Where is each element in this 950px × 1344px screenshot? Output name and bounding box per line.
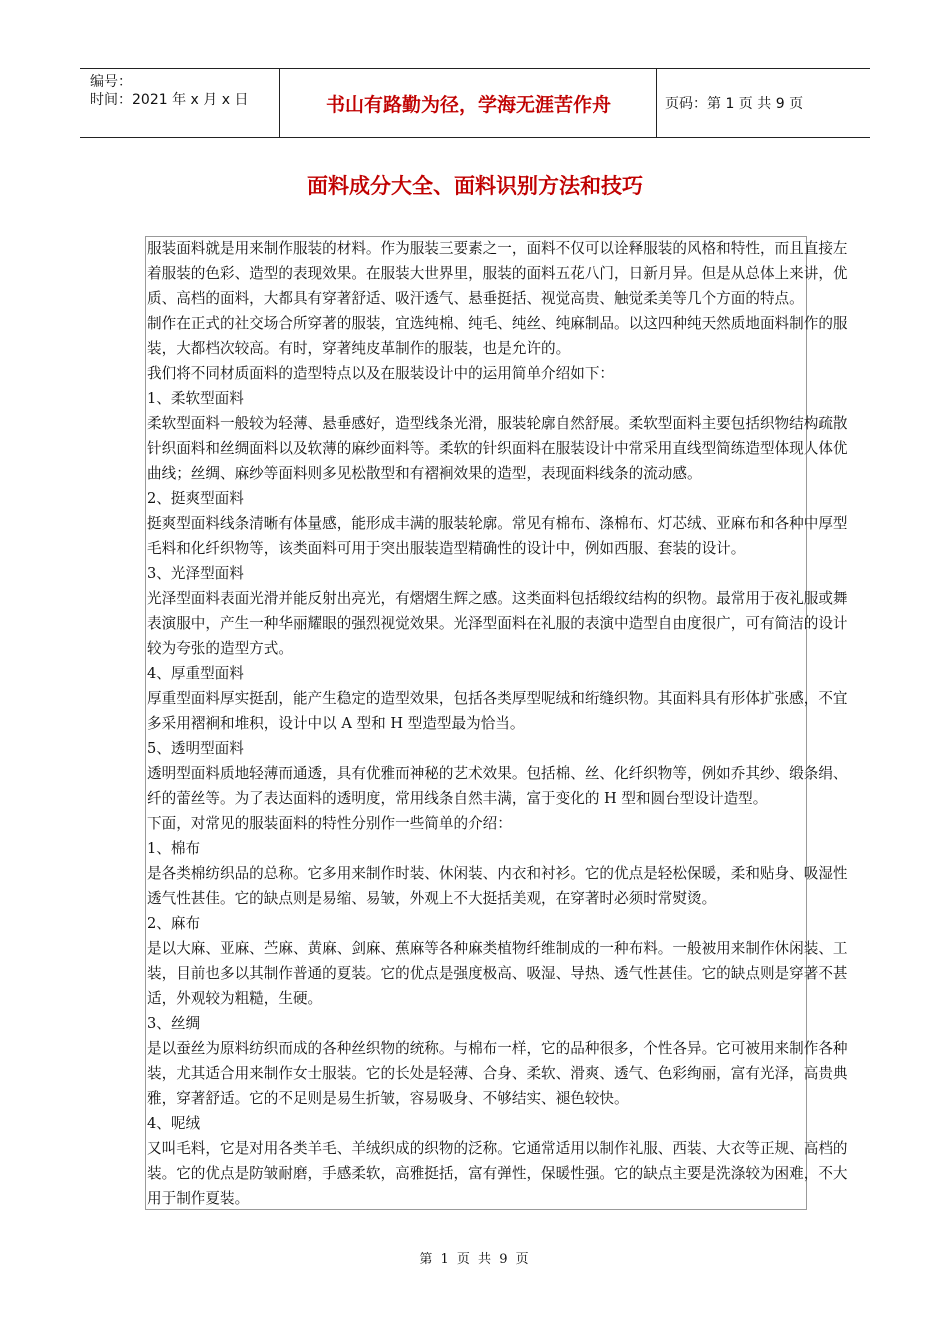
body-line: 装，目前也多以其制作普通的夏装。它的优点是强度极高、吸湿、导热、透气性甚佳。它的缺点则是穿著不甚 <box>147 965 848 982</box>
body-line: 针织面料和丝绸面料以及软薄的麻纱面料等。柔软的针织面料在服装设计中常采用直线型简练造型体现人体优 <box>147 440 848 457</box>
body-line: 用于制作夏装。 <box>147 1190 250 1207</box>
body-line: 装。它的优点是防皱耐磨，手感柔软，高雅挺括，富有弹性，保暖性强。它的缺点主要是洗涤较为困难，不大 <box>147 1165 848 1182</box>
body-line: 装，尤其适合用来制作女士服装。它的长处是轻薄、合身、柔软、滑爽、透气、色彩绚丽，富有光泽，高贵典 <box>147 1065 848 1082</box>
body-line: 1、棉布 <box>147 840 201 857</box>
document-title: 面料成分大全、面料识别方法和技巧 <box>307 174 643 198</box>
body-line: 装，大都档次较高。有时，穿著纯皮革制作的服装，也是允许的。 <box>147 340 571 357</box>
body-line: 1、柔软型面料 <box>147 390 244 407</box>
header-meta <box>80 69 280 137</box>
body-line: 3、丝绸 <box>147 1015 201 1032</box>
page-footer: 第 1 页 共 9 页 <box>419 1252 531 1267</box>
body-line: 质、高档的面料，大都具有穿著舒适、吸汗透气、悬垂挺括、视觉高贵、触觉柔美等几个方面的特点。 <box>147 290 804 307</box>
body-line: 是各类棉纺织品的总称。它多用来制作时装、休闲装、内衣和衬衫。它的优点是轻松保暖，柔和贴身、吸湿性 <box>147 865 848 882</box>
body-line: 2、麻布 <box>147 915 201 932</box>
body-line: 纤的蕾丝等。为了表达面料的透明度，常用线条自然丰满，富于变化的 H 型和圆台型设计造型。 <box>147 790 768 807</box>
body-line: 柔软型面料一般较为轻薄、悬垂感好，造型线条光滑，服装轮廓自然舒展。柔软型面料主要包括织物结构疏散 <box>147 415 848 432</box>
header-motto: 书山有路勤为径，学海无涯苦作舟 <box>281 69 657 137</box>
body-line: 挺爽型面料线条清晰有体量感，能形成丰满的服装轮廓。常见有棉布、涤棉布、灯芯绒、亚麻布和各种中厚型 <box>147 515 848 532</box>
document-body <box>147 236 950 1211</box>
document-header <box>80 68 870 138</box>
time-label: 时间：2021 年 x 月 x 日 <box>90 92 249 108</box>
body-line: 适，外观较为粗糙，生硬。 <box>147 990 323 1007</box>
body-line: 4、呢绒 <box>147 1115 201 1132</box>
body-line: 透气性甚佳。它的缺点则是易缩、易皱，外观上不大挺括美观，在穿著时必须时常熨烫。 <box>147 890 717 907</box>
body-line: 较为夸张的造型方式。 <box>147 640 293 657</box>
body-line: 是以大麻、亚麻、苎麻、黄麻、剑麻、蕉麻等各种麻类植物纤维制成的一种布料。一般被用来制作休闲装、工 <box>147 940 848 957</box>
body-line: 又叫毛料，它是对用各类羊毛、羊绒织成的织物的泛称。它通常适用以制作礼服、西装、大衣等正规、高档的 <box>147 1140 848 1157</box>
body-line: 4、厚重型面料 <box>147 665 244 682</box>
body-line: 3、光泽型面料 <box>147 565 244 582</box>
body-line: 制作在正式的社交场合所穿著的服装，宜选纯棉、纯毛、纯丝、纯麻制品。以这四种纯天然质地面料制作的服 <box>147 315 848 332</box>
body-line: 是以蚕丝为原料纺织而成的各种丝织物的统称。与棉布一样，它的品种很多，个性各异。它可被用来制作各种 <box>147 1040 848 1057</box>
body-line: 2、挺爽型面料 <box>147 490 244 507</box>
body-line: 我们将不同材质面料的造型特点以及在服装设计中的运用简单介绍如下： <box>147 365 615 382</box>
body-line: 5、透明型面料 <box>147 740 244 757</box>
body-line: 厚重型面料厚实挺刮，能产生稳定的造型效果，包括各类厚型呢绒和绗缝织物。其面料具有形体扩张感，不宜 <box>147 690 848 707</box>
body-line: 毛料和化纤织物等，该类面料可用于突出服装造型精确性的设计中，例如西服、套装的设计。 <box>147 540 746 557</box>
body-line: 着服装的色彩、造型的表现效果。在服装大世界里，服装的面料五花八门，日新月异。但是从总体上来讲，优 <box>147 265 848 282</box>
body-line: 表演服中，产生一种华丽耀眼的强烈视觉效果。光泽型面料在礼服的表演中造型自由度很广，可有简洁的设计 <box>147 615 848 632</box>
number-label: 编号： <box>90 74 132 90</box>
body-line: 雅，穿著舒适。它的不足则是易生折皱，容易吸身、不够结实、褪色较快。 <box>147 1090 629 1107</box>
body-line: 多采用褶裥和堆积，设计中以 A 型和 H 型造型最为恰当。 <box>147 715 525 732</box>
body-line: 曲线；丝绸、麻纱等面料则多见松散型和有褶裥效果的造型，表现面料线条的流动感。 <box>147 465 702 482</box>
body-line: 光泽型面料表面光滑并能反射出亮光，有熠熠生辉之感。这类面料包括缎纹结构的织物。最常用于夜礼服或舞 <box>147 590 848 607</box>
header-page-label: 页码：第 1 页 共 9 页 <box>665 96 804 112</box>
body-line: 服装面料就是用来制作服装的材料。作为服装三要素之一，面料不仅可以诠释服装的风格和特性，而且直接左 <box>147 240 848 257</box>
body-line: 下面，对常见的服装面料的特性分别作一些简单的介绍： <box>147 815 512 832</box>
body-line: 透明型面料质地轻薄而通透，具有优雅而神秘的艺术效果。包括棉、丝、化纤织物等，例如乔其纱、缎条绢、 <box>147 765 848 782</box>
